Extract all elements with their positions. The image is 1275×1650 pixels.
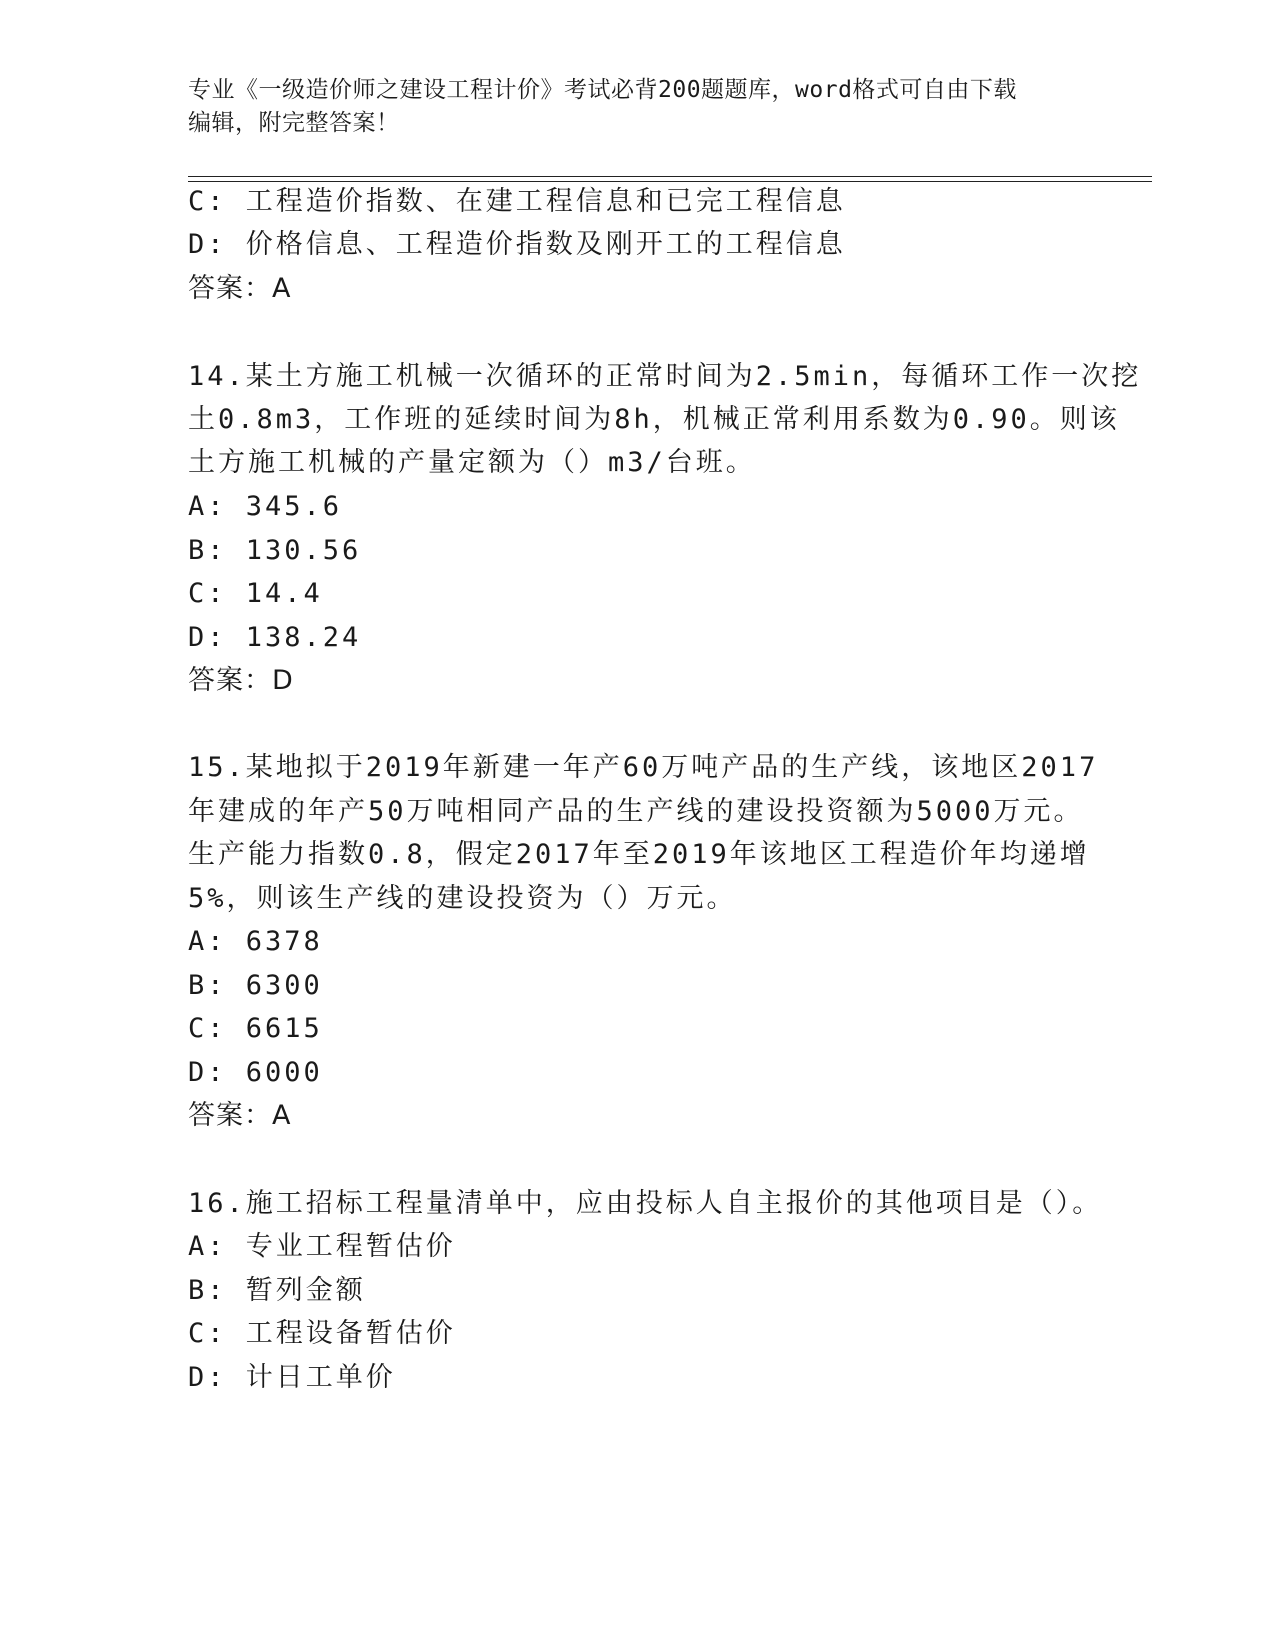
- q14-answer: 答案：D: [188, 665, 294, 696]
- q14-option-b: B: 130.56: [188, 535, 362, 566]
- q15-stem-line-4: 5%，则该生产线的建设投资为（）万元。: [188, 883, 737, 914]
- q13-option-d: D: 价格信息、工程造价指数及刚开工的工程信息: [188, 229, 846, 260]
- q14-option-c: C: 14.4: [188, 578, 323, 609]
- header-title-line-2: 编辑，附完整答案！: [188, 110, 400, 136]
- q15-option-a: A: 6378: [188, 926, 323, 957]
- q15-stem-line-3: 生产能力指数0.8，假定2017年至2019年该地区工程造价年均递增: [188, 839, 1090, 870]
- q15-stem-line-1: 15.某地拟于2019年新建一年产60万吨产品的生产线，该地区2017: [188, 752, 1099, 783]
- header-divider-top: [188, 176, 1152, 177]
- q16-stem-line-1: 16.施工招标工程量清单中，应由投标人自主报价的其他项目是（）。: [188, 1188, 1103, 1219]
- q14-stem-line-1: 14.某土方施工机械一次循环的正常时间为2.5min，每循环工作一次挖: [188, 361, 1142, 392]
- q15-answer: 答案：A: [188, 1100, 292, 1131]
- header-divider-bottom: [188, 181, 1152, 182]
- document-header: [188, 74, 1088, 140]
- q15-option-c: C: 6615: [188, 1013, 323, 1044]
- q14-stem-line-3: 土方施工机械的产量定额为（）m3/台班。: [188, 447, 756, 478]
- q15-option-b: B: 6300: [188, 970, 323, 1001]
- header-title-line-1: 专业《一级造价师之建设工程计价》考试必背200题题库，word格式可自由下载: [188, 77, 1017, 103]
- q15-stem-line-2: 年建成的年产50万吨相同产品的生产线的建设投资额为5000万元。: [188, 796, 1084, 827]
- q14-stem-line-2: 土0.8m3，工作班的延续时间为8h，机械正常利用系数为0.90。则该: [188, 404, 1120, 435]
- q13-answer: 答案：A: [188, 273, 292, 304]
- q14-option-d: D: 138.24: [188, 622, 362, 653]
- q14-option-a: A: 345.6: [188, 491, 343, 522]
- q13-option-c: C: 工程造价指数、在建工程信息和已完工程信息: [188, 186, 846, 217]
- q15-option-d: D: 6000: [188, 1057, 323, 1088]
- q16-option-b: B: 暂列金额: [188, 1275, 366, 1306]
- q16-option-a: A: 专业工程暂估价: [188, 1231, 456, 1262]
- q16-option-c: C: 工程设备暂估价: [188, 1318, 456, 1349]
- q16-option-d: D: 计日工单价: [188, 1362, 396, 1393]
